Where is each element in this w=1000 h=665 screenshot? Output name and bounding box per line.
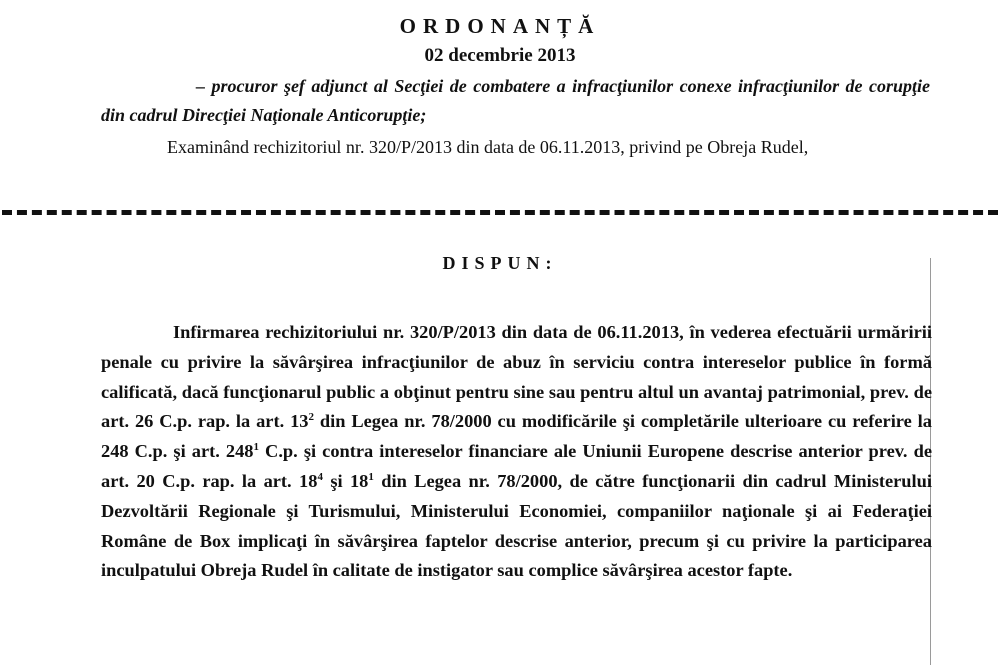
paragraph-text-4: şi 18 bbox=[322, 470, 369, 491]
superscript-1: 2 bbox=[308, 411, 314, 424]
superscript-3: 4 bbox=[317, 470, 323, 483]
paragraph-text-1: Infirmarea rechizitoriului nr. 320/P/2013 din data de 06.11.2013, în vederea efectuării urmăririi penale cu privire la săvârşirea infracţiunilor de abuz în serviciu contra intereselor publice în formă calificată, dacă funcţionarul public a obţinut pentru sine sau pentru altul un avantaj patrimonial, prev. de art. 26 C.p. rap. la art. 13 bbox=[101, 322, 932, 432]
superscript-4: 1 bbox=[368, 470, 374, 483]
paragraph-text-3: C.p. şi contra intereselor financiare ale Uniunii Europene descrise anterior prev. de art. 20 C.p. rap. la art. 18 bbox=[101, 441, 932, 491]
disposition-heading: DISPUN: bbox=[442, 253, 558, 273]
paragraph-text-2: din Legea nr. 78/2000 cu modificările şi completările ulterioare cu referire la 248 C.p. şi art. 248 bbox=[101, 411, 932, 462]
document-title: ORDONANȚĂ bbox=[399, 14, 601, 38]
prosecutor-designation: – procuror şef adjunct al Secţiei de combatere a infracţiunilor conexe infracţiunilor de corupţie din cadrul Direcţiei Naţionale Anticorupţie; bbox=[101, 76, 930, 125]
document-date: 02 decembrie 2013 bbox=[424, 45, 576, 66]
dashed-separator bbox=[2, 210, 998, 215]
superscript-2: 1 bbox=[253, 441, 259, 454]
paragraph-text-5: din Legea nr. 78/2000, de către funcţionarii din cadrul Ministerului Dezvoltării Regionale şi Turismului, Ministerului Economiei, companiilor naţionale şi ai Federaţiei Române de Box implicaţi în săvârşirea faptelor descrise anterior, precum şi cu privire la participarea inculpatului Obreja Rudel în calitate de instigator sau complice săvârşirea acestor fapte. bbox=[101, 470, 932, 581]
disposition-paragraph bbox=[101, 318, 932, 586]
examination-statement: Examinând rechizitoriul nr. 320/P/2013 din data de 06.11.2013, privind pe Obreja Rudel, bbox=[167, 137, 809, 157]
